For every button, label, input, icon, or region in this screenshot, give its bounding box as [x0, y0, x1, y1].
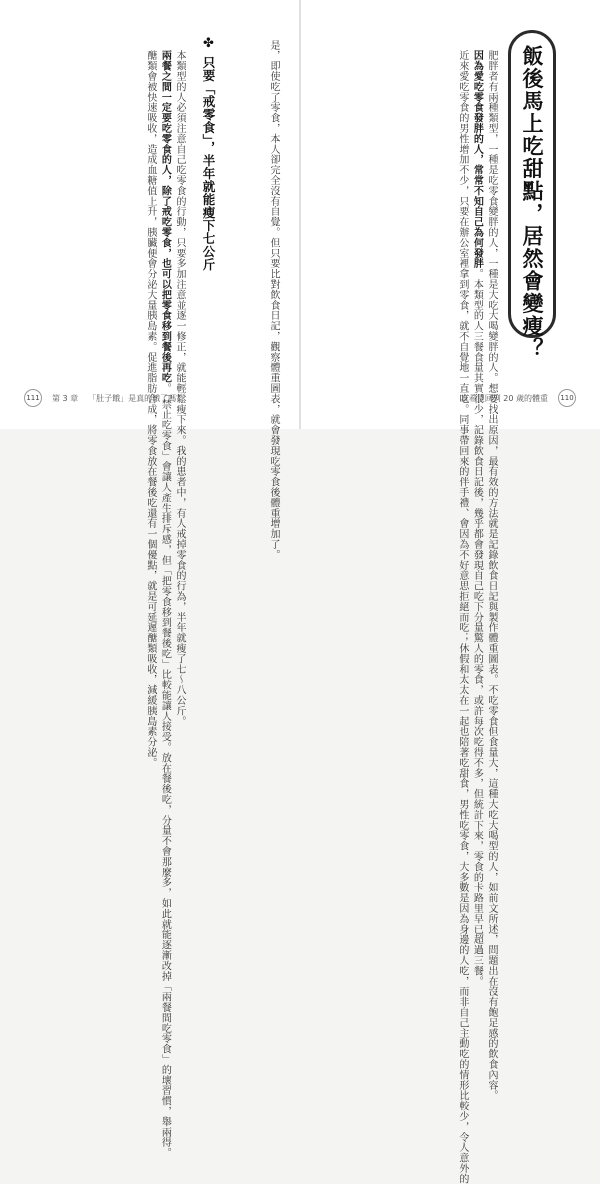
right-page-body: [326, 40, 498, 1184]
body-text: [159, 40, 170, 50]
emphasis-text: 因為愛吃零食發胖的人，常常不知自己為何發胖: [471, 50, 483, 269]
page-number: 110: [558, 389, 576, 407]
paragraph: [142, 40, 157, 768]
page-number: 111: [24, 389, 42, 407]
body-text: 。「禁止吃零食」會讓人產生排斥感，但「把零食移到餐後吃」比較能讓人接受。放在餐後吃，分量不會那麼多，如此就能逐漸改掉「兩餐間吃零食」的壞習慣，舉兩得。: [159, 383, 171, 1159]
emphasis-text: 兩餐之間一定要吃零食的人，除了戒吃零食，也可以把零食移到餐後再吃: [159, 50, 171, 384]
paragraph: [157, 40, 172, 1159]
paragraph: [171, 40, 186, 727]
chapter-number: 第 3 章: [52, 393, 79, 403]
paragraph: [265, 40, 280, 560]
left-page-intro: [244, 40, 280, 560]
chapter-title-box: [508, 30, 556, 360]
right-page-footer: [440, 390, 576, 406]
page-gutter: [299, 0, 301, 429]
body-text: 醣類會被快速吸收，造成血糖值上升，胰臟便會分泌大量胰島素。促進脂肪合成，將零食放在餐後吃還有一個優點，就是可延遲醣類吸收，減緩胰島素分泌。: [144, 40, 156, 768]
flower-bullet-icon: ✤: [201, 36, 216, 52]
paragraph: [469, 40, 484, 987]
body-text: 。本類型的人三餐食量其實很少，記錄飲食日記後，幾乎都會發現自己吃下分量驚人的零食，或許每次吃得不多，但統計下來，零食的卡路里早已超過三餐。: [471, 268, 483, 987]
left-page-footer: [24, 390, 284, 406]
paragraph: [483, 40, 498, 1101]
book-running-title: 真希望回到 20 歲的體重: [460, 393, 548, 403]
section-heading: [188, 36, 228, 336]
body-text: 近來愛吃零食的男性增加不少，只要在辦公室裡拿到零食，就不自覺地一直吃。同事帶回來的伴手禮、會因為不好意思拒絕而吃；休假和太太在一起也陪著吃甜食，男性吃零食，大多數是因為身邊的人吃，而非自己主動吃的情形比較少，令人意外的: [456, 40, 468, 1184]
body-text: [471, 40, 482, 50]
paragraph: [454, 40, 469, 1184]
chapter-title: 飯後馬上吃甜點，居然會變瘦？: [520, 45, 544, 360]
body-text: 是，即使吃了零食，本人卻完全沒有自覺。但只要比對飲食日記，觀察體重圖表，就會發現吃零食後體重增加了。: [268, 40, 279, 560]
body-text: 本類型的人必須注意自己吃零食的行動，只要多加注意並逐一修正，就能輕鬆瘦下來。我的患者中，有人戒掉零食的行為，半年就瘦了七～八公斤。: [174, 40, 185, 727]
chapter-running-title: 「肚子餓」是真的餓了嗎？: [88, 393, 185, 403]
body-text: 肥胖者有兩種類型，一種是吃零食變胖的人，一種是大吃大喝變胖的人。想要找出原因，最有效的方法就是記錄飲食日記與製作體重圖表。不吃零食但食量大，這種大吃大喝型的人，如前文所述，問題出在沒有飽足感的飲食內容。: [486, 40, 497, 1101]
section-heading-text: 只要「戒零食」，半年就能瘦下七公斤: [201, 55, 216, 271]
